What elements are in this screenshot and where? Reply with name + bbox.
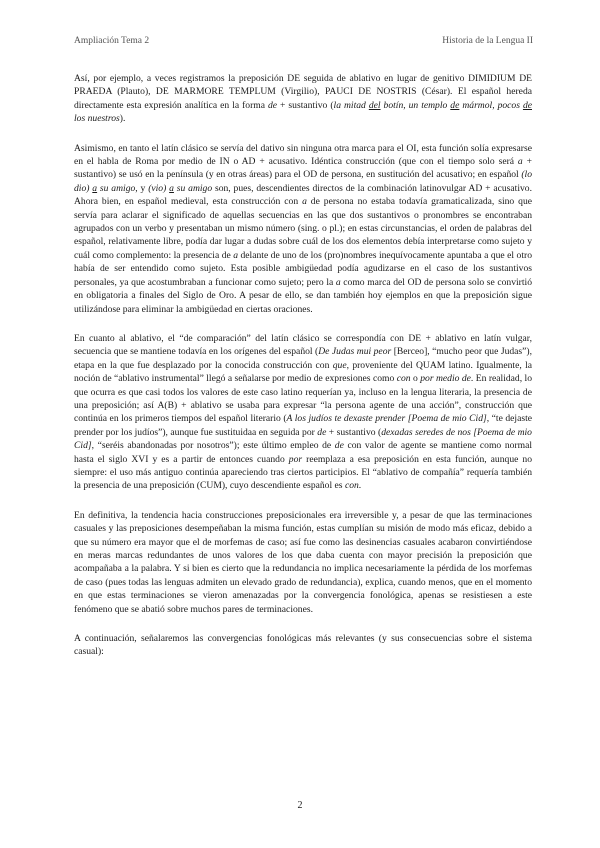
paragraph-conclusion: En definitiva, la tendencia hacia construcciones preposicionales era irreversible y, a pesar de que las terminaciones casuales y las preposiciones desempeñaban la misma función, estas cumplían su misión de modo más eficaz, debido a que su número era mayor que el de morfemas de caso; así fue como las desinencias casuales acabaron convirtiéndose en meras marcas redundantes de unos valores de los que daba cuenta con mayor precisión la preposición que acompañaba a la palabra. Y si bien es cierto que la redundancia no implica necesariamente la pérdida de los morfemas de caso (pues todas las lenguas admiten un elevado grado de redundancia), explica, cuando menos, que en el momento en que estas terminaciones se vieron amenazadas por la convergencia fonológica, apenas se resistiesen a este fenómeno que se abatió sobre muchos pares de terminaciones. [74,509,532,615]
page-number: 2 [297,800,303,811]
header-course: Ampliación Tema 2 [74,36,150,46]
paragraph-dative: Asimismo, en tanto el latín clásico se servía del dativo sin ninguna otra marca para el OI, esta función solía expresarse en el habla de Roma por medio de IN o AD + acusativo. Idéntica construcción (que con el tiempo solo será a + sustantivo) se usó en la península (y en otras áreas) para el OD de persona, en sustitución del acusativo; en español (lo dio) a su amigo, y (vio) a su amigo son, pues, descendientes directos de la combinación latinovulgar AD + acusativo. Ahora bien, en español medieval, esta construcción con a de persona no estaba todavía gramaticalizada, sino que servía para aclarar el significado de aquellas secuencias en las que dos sustantivos o pronombres se encontraban agrupados con un verbo y presentaban un mismo número (sing. o pl.); en estas circunstancias, el orden de palabras del español, relativamente libre, podía dar lugar a dudas sobre cuál de los dos elementos debía interpretarse como sujeto y cuál como complemento: la presencia de a delante de uno de los (pro)nombres inequívocamente apuntaba a que el otro había de ser entendido como sujeto. Esta posible ambigüedad podía agudizarse en el caso de los sustantivos personales, ya que acostumbraban a funcionar como sujeto; pero la a como marca del OD de persona solo se convirtió en obligatoria a finales del Siglo de Oro. A pesar de ello, se dan también hoy ejemplos en que la preposición sigue utilizándose para eliminar la ambigüedad en ciertas oraciones. [74,142,533,315]
document-body [74,72,532,675]
paragraph-genitive: Así, por ejemplo, a veces registramos la preposición DE seguida de ablativo en lugar de genitivo DIMIDIUM DE PRAEDA (Plauto), DE MARMORE TEMPLUM (Virgilio), PAUCI DE NOSTRIS (César). El español hereda directamente esta expresión analítica en la forma de + sustantivo (la mitad del botín, un templo de mármol, pocos de los nuestros). [74,73,532,125]
paragraph-intro-convergences: A continuación, señalaremos las convergencias fonológicas más relevantes (y sus consecuencias sobre el sistema casual): [74,633,532,658]
paragraph-ablative: En cuanto al ablativo, el “de comparación” del latín clásico se correspondía con DE + ablativo en latín vulgar, secuencia que se mantiene todavía en los orígenes del español (De Judas mui peor [Berceo], “mucho peor que Judas”), etapa en la que fue desplazado por la conocida construcción con que, proveniente del QUAM latino. Igualmente, la noción de “ablativo instrumental” llegó a señalarse por medio de expresiones como con o por medio de. En realidad, lo que ocurra es que casi todos los valores de este caso latino requerían ya, incluso en la lengua literaria, la presencia de una preposición; así A(B) + ablativo se usaba para expresar “la persona agente de una acción”, construcción que continúa en los primeros tiempos del español literario (A los judíos te dexaste prender [Poema de mio Cid], “te dejaste prender por los judíos”), aunque fue sustituidaa en seguida por de + sustantivo (dexadas seredes de nos [Poema de mio Cid], “seréis abandonadas por nosotros”); este último empleo de de con valor de agente se mantiene como normal hasta el siglo XVI y es a partir de entonces cuando por reemplaza a esa preposición en esta función, aunque no siempre: el uso más antiguo continúa apareciendo tras ciertos participios. El “ablativo de compañía” requería también la presencia de una preposición (CUM), cuyo descendiente español es con. [74,332,532,492]
header-subject: Historia de la Lengua II [442,36,533,46]
